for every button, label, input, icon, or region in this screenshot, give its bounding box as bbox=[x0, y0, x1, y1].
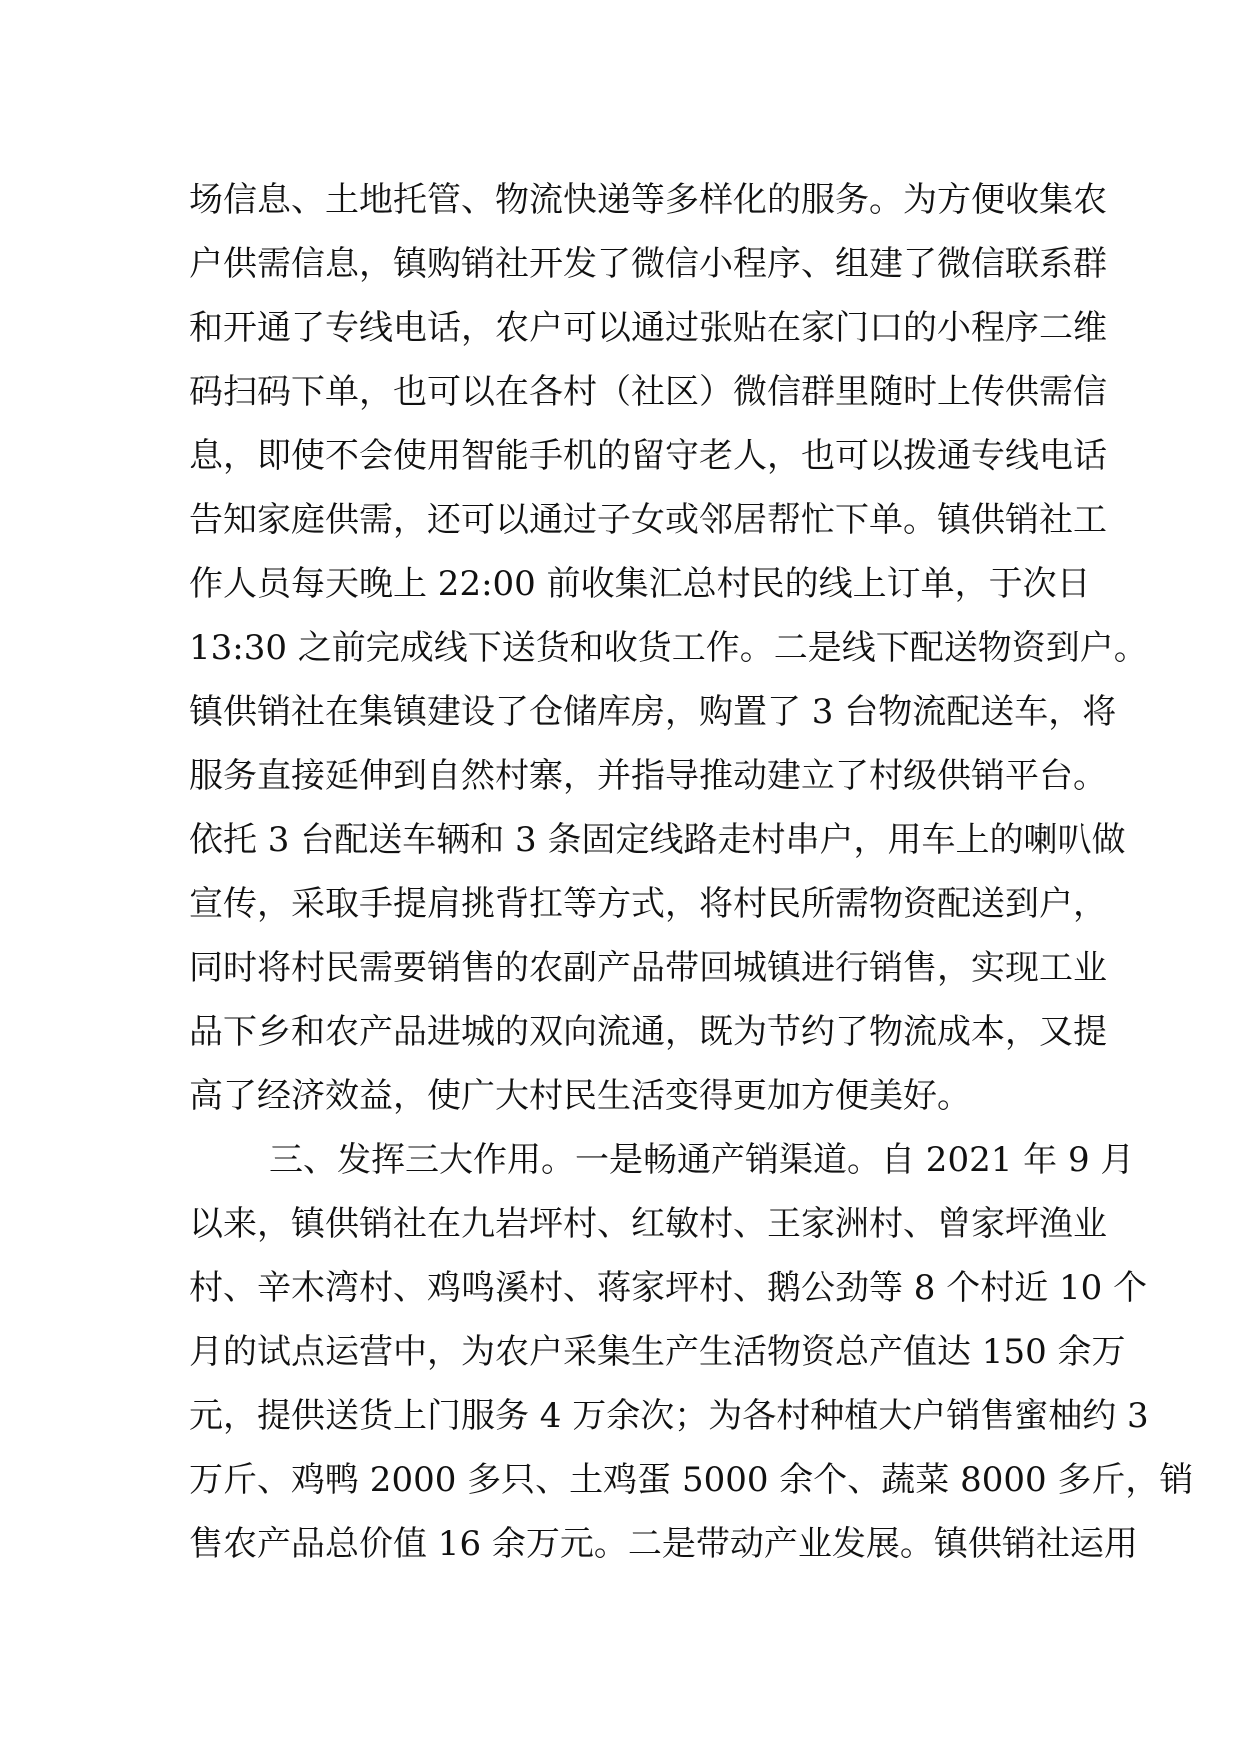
text-line: 镇供销社在集镇建设了仓储库房，购置了 3 台物流配送车，将 bbox=[189, 692, 1117, 732]
text-line: 13:30 之前完成线下送货和收货工作。二是线下配送物资到户。 bbox=[189, 628, 1148, 668]
text-line: 码扫码下单，也可以在各村（社区）微信群里随时上传供需信 bbox=[189, 372, 1107, 412]
text-line: 场信息、土地托管、物流快递等多样化的服务。为方便收集农 bbox=[189, 180, 1107, 220]
text-line: 村、辛木湾村、鸡鸣溪村、蒋家坪村、鹅公劲等 8 个村近 10 个 bbox=[189, 1268, 1148, 1308]
text-line: 宣传，采取手提肩挑背扛等方式，将村民所需物资配送到户， bbox=[189, 884, 1107, 924]
text-line: 服务直接延伸到自然村寨，并指导推动建立了村级供销平台。 bbox=[189, 756, 1107, 796]
text-line: 告知家庭供需，还可以通过子女或邻居帮忙下单。镇供销社工 bbox=[189, 500, 1107, 540]
text-line: 同时将村民需要销售的农副产品带回城镇进行销售，实现工业 bbox=[189, 948, 1107, 988]
text-line: 和开通了专线电话，农户可以通过张贴在家门口的小程序二维 bbox=[189, 308, 1107, 348]
body-text bbox=[189, 168, 1194, 1576]
text-line: 以来，镇供销社在九岩坪村、红敏村、王家洲村、曾家坪渔业 bbox=[189, 1204, 1107, 1244]
text-line: 作人员每天晚上 22:00 前收集汇总村民的线上订单，于次日 bbox=[189, 564, 1091, 604]
text-line: 息，即使不会使用智能手机的留守老人，也可以拨通专线电话 bbox=[189, 436, 1107, 476]
text-line: 售农产品总价值 16 余万元。二是带动产业发展。镇供销社运用 bbox=[189, 1524, 1138, 1564]
text-line: 户供需信息，镇购销社开发了微信小程序、组建了微信联系群 bbox=[189, 244, 1107, 284]
paragraph-end-line: 高了经济效益，使广大村民生活变得更加方便美好。 bbox=[189, 1076, 971, 1116]
text-line: 元，提供送货上门服务 4 万余次；为各村种植大户销售蜜柚约 3 bbox=[189, 1396, 1149, 1436]
text-line: 品下乡和农产品进城的双向流通，既为节约了物流成本，又提 bbox=[189, 1012, 1107, 1052]
paragraph-start-line: 三、发挥三大作用。一是畅通产销渠道。自 2021 年 9 月 bbox=[269, 1140, 1135, 1180]
text-line: 月的试点运营中，为农户采集生产生活物资总产值达 150 余万 bbox=[189, 1332, 1126, 1372]
text-line: 万斤、鸡鸭 2000 多只、土鸡蛋 5000 余个、蔬菜 8000 多斤，销 bbox=[189, 1460, 1194, 1500]
text-line: 依托 3 台配送车辆和 3 条固定线路走村串户，用车上的喇叭做 bbox=[189, 820, 1126, 860]
